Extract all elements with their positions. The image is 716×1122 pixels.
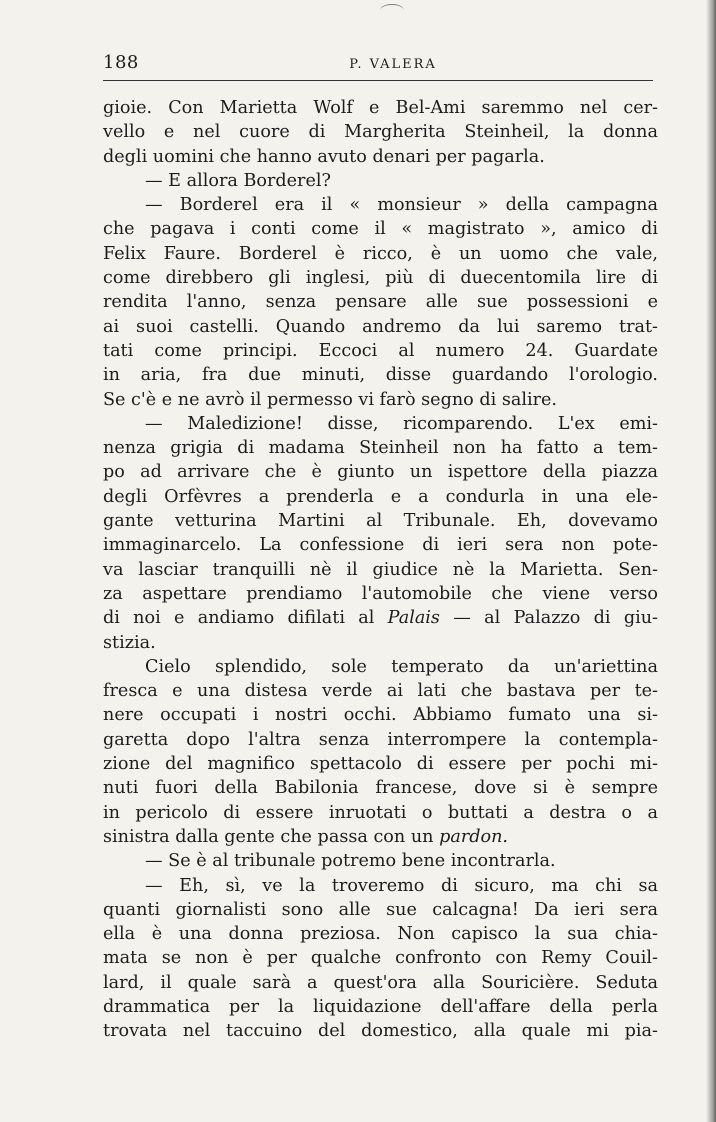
- text-line: ai suoi castelli. Quando andremo da lui saremo trat-: [103, 316, 658, 337]
- paper-mark: [380, 4, 404, 17]
- text-line: garetta dopo l'altra senza interrompere la contempla-: [103, 729, 658, 750]
- text-line: — Eh, sì, ve la troveremo di sicuro, ma chi sa: [145, 875, 658, 896]
- text-line: quanti giornalisti sono alle sue calcagna! Da ieri sera: [103, 899, 658, 920]
- text-line: lard, il quale sarà a quest'ora alla Souricière. Seduta: [103, 972, 658, 993]
- text-line: — E allora Borderel?: [145, 170, 331, 191]
- text-line: nuti fuori della Babilonia francese, dove si è sempre: [103, 778, 658, 799]
- text-line: nere occupati i nostri occhi. Abbiamo fumato una si-: [103, 705, 658, 726]
- text-line: trovata nel taccuino del domestico, alla quale mi pia-: [103, 1021, 658, 1042]
- text-line: ella è una donna preziosa. Non capisco la sua chia-: [103, 924, 658, 945]
- text-line: gioie. Con Marietta Wolf e Bel-Ami saremmo nel cer-: [103, 98, 658, 118]
- text-line: rendita l'anno, senza pensare alle sue possessioni e: [103, 292, 658, 313]
- text-line: nenza grigia di madama Steinheil non ha fatto a tem-: [103, 438, 658, 459]
- text-line: immaginarcelo. La confessione di ieri sera non pote-: [103, 535, 658, 556]
- text-line: drammatica per la liquidazione dell'affare della perla: [103, 996, 658, 1017]
- text-line: che pagava i conti come il « magistrato », amico di: [103, 219, 658, 240]
- running-head: P. VALERA: [349, 57, 437, 72]
- text-line: stizia.: [103, 632, 156, 653]
- text-line: gante vetturina Martini al Tribunale. Eh, dovevamo: [103, 511, 658, 532]
- text-line: zione del magnifico spettacolo di essere per pochi mi-: [103, 754, 658, 775]
- text-line: — Se è al tribunale potremo bene incontrarla.: [145, 851, 556, 872]
- text-line: degli Orfèvres a prenderla e a condurla in una ele-: [103, 486, 658, 507]
- text-line: za aspettare prendiamo l'automobile che viene verso: [103, 583, 658, 604]
- header-rule: [103, 80, 653, 81]
- text-line: vello e nel cuore di Margherita Steinheil, la donna: [103, 122, 658, 143]
- page-header: [103, 52, 653, 78]
- text-line: di noi e andiamo difilati al Palais — al Palazzo di giu-: [103, 608, 658, 629]
- text-line: in pericolo di essere inruotati o buttati a destra o a: [103, 802, 658, 823]
- page-edge-shadow: [706, 0, 716, 1122]
- page-number: 188: [103, 52, 139, 73]
- text-line: — Maledizione! disse, ricomparendo. L'ex emi-: [145, 413, 658, 434]
- text-line: sinistra dalla gente che passa con un pardon.: [103, 826, 509, 847]
- text-line: Cielo splendido, sole temperato da un'ariettina: [145, 656, 658, 677]
- text-line: degli uomini che hanno avuto denari per pagarla.: [103, 146, 545, 167]
- text-line: Se c'è e ne avrò il permesso vi farò segno di salire.: [103, 389, 558, 410]
- text-line: va lasciar tranquilli nè il giudice nè la Marietta. Sen-: [103, 559, 658, 580]
- italic-word: pardon.: [439, 826, 509, 847]
- text-line: — Borderel era il « monsieur » della campagna: [145, 195, 658, 216]
- italic-word: Palais: [387, 608, 440, 629]
- body-text: [103, 96, 658, 1044]
- text-line: tati come principi. Eccoci al numero 24. Guardate: [103, 340, 658, 361]
- text-line: po ad arrivare che è giunto un ispettore della piazza: [103, 462, 658, 483]
- text-line: mata se non è per qualche confronto con Remy Couil-: [103, 948, 658, 969]
- text-line: come direbbero gli inglesi, più di duecentomila lire di: [103, 268, 658, 289]
- text-line: Felix Faure. Borderel è ricco, è un uomo che vale,: [103, 243, 658, 264]
- text-line: fresca e una distesa verde ai lati che bastava per te-: [103, 681, 658, 702]
- text-line: in aria, fra due minuti, disse guardando l'orologio.: [103, 365, 658, 386]
